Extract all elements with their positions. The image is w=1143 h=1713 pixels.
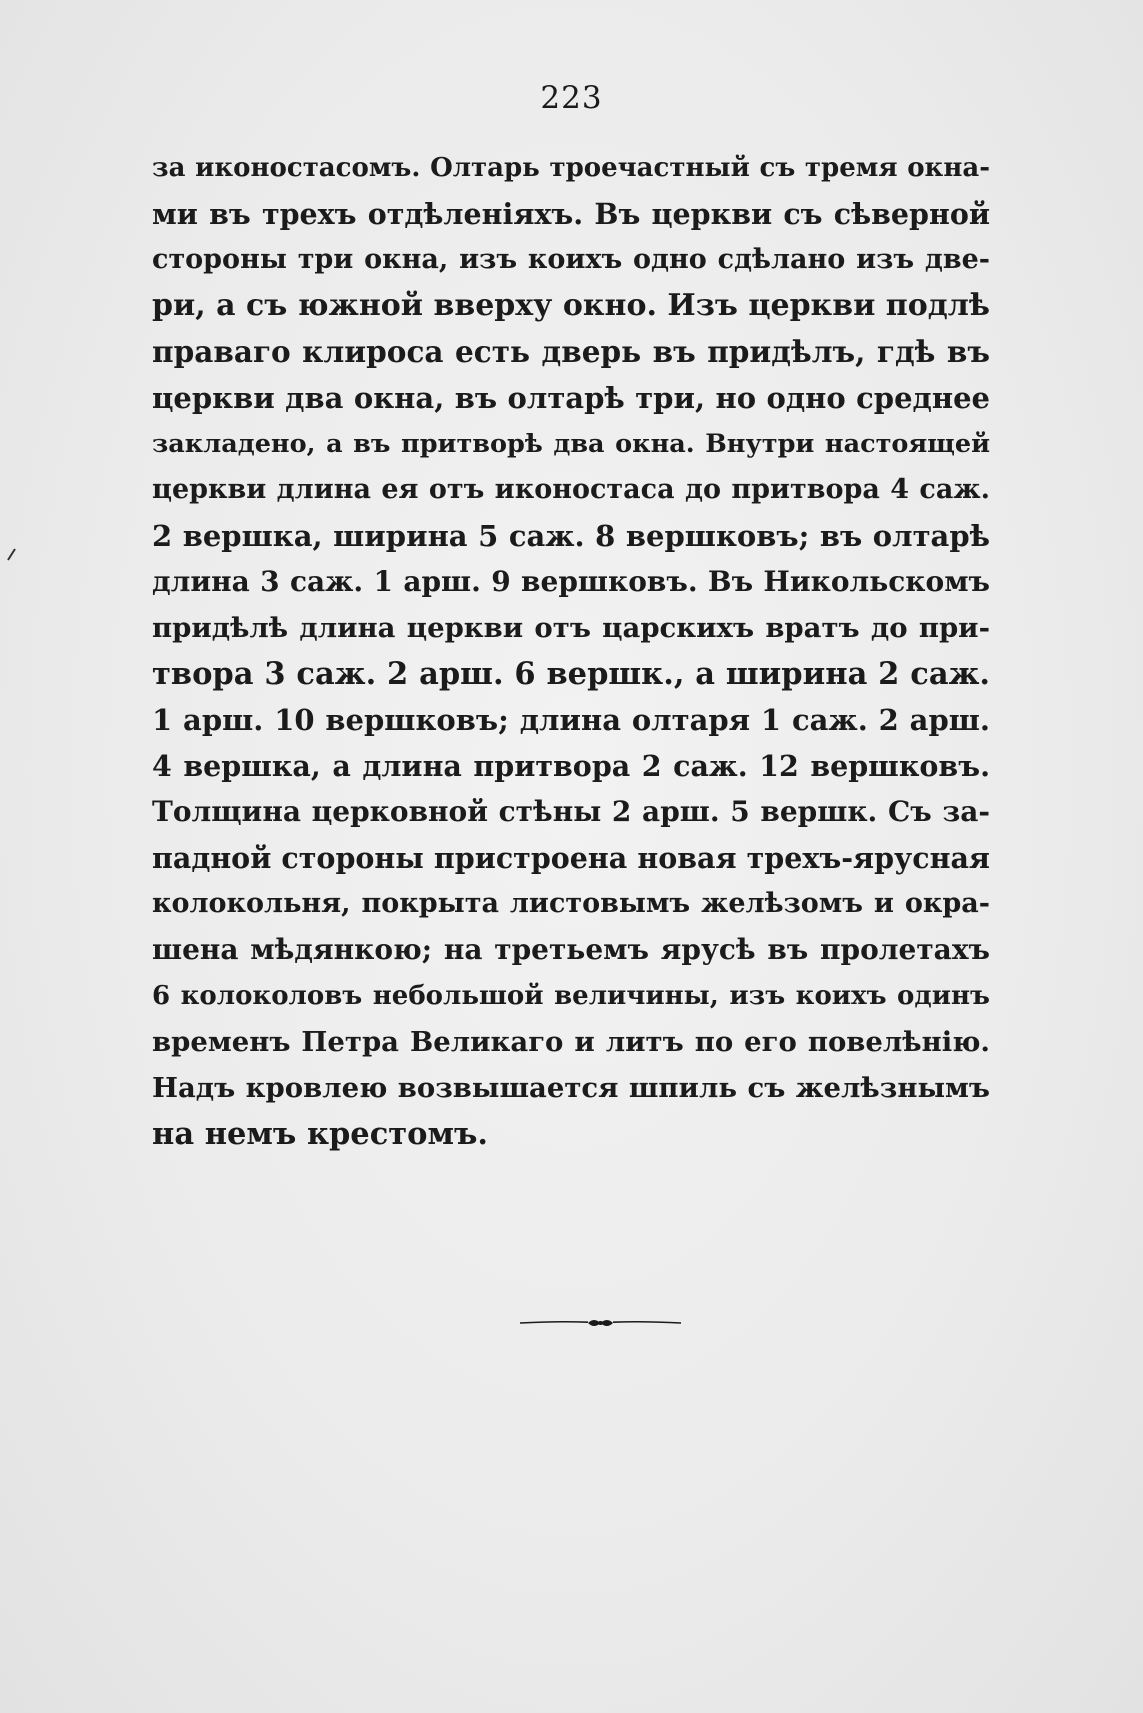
text-line: длина 3 саж. 1 арш. 9 вершковъ. Въ Никольскомъ <box>152 565 990 598</box>
text-line: Толщина церковной стѣны 2 арш. 5 вершк. Съ за- <box>152 795 990 828</box>
body-text <box>152 145 990 1157</box>
text-line: колокольня, покрыта листовымъ желѣзомъ и окра- <box>152 888 990 919</box>
text-line: за иконостасомъ. Олтарь троечастный съ тремя окна- <box>152 153 990 183</box>
text-line: падной стороны пристроена новая трехъ-ярусная <box>152 841 990 875</box>
text-line: 1 арш. 10 вершковъ; длина олтаря 1 саж. 2 арш. <box>152 703 990 737</box>
text-line: временъ Петра Великаго и литъ по его повелѣнію. <box>152 1026 990 1058</box>
text-line: 4 вершка, а длина притвора 2 саж. 12 вершковъ. <box>152 749 990 783</box>
text-line: закладено, а въ притворѣ два окна. Внутри настоящей <box>152 429 990 459</box>
text-line: церкви длина ея отъ иконостаса до притвора 4 саж. <box>152 474 990 505</box>
text-line: ри, а съ южной вверху окно. Изъ церкви подлѣ <box>152 288 990 323</box>
text-line: 6 колоколовъ небольшой величины, изъ коихъ одинъ <box>152 981 990 1011</box>
text-line: церкви два окна, въ олтарѣ три, но одно среднее <box>152 381 990 415</box>
text-line: 2 вершка, ширина 5 саж. 8 вершковъ; въ олтарѣ <box>152 519 990 553</box>
text-line: праваго клироса есть дверь въ придѣлъ, гдѣ въ <box>152 334 990 369</box>
text-line: Надъ кровлею возвышается шпиль съ желѣзнымъ <box>152 1072 990 1104</box>
text-line: придѣлѣ длина церкви отъ царскихъ вратъ до при- <box>152 612 990 644</box>
tailpiece-ornament-icon <box>518 1316 683 1330</box>
text-line-last: на немъ крестомъ. <box>152 1116 489 1152</box>
margin-mark-icon <box>6 548 16 562</box>
text-line: шена мѣдянкою; на третьемъ ярусѣ въ пролетахъ <box>152 933 990 966</box>
page-number: 223 <box>540 80 603 116</box>
text-line: твора 3 саж. 2 арш. 6 вершк., а ширина 2 саж. <box>152 656 990 692</box>
text-line: ми въ трехъ отдѣленіяхъ. Въ церкви съ сѣверной <box>152 197 990 231</box>
text-line: стороны три окна, изъ коихъ одно сдѣлано изъ две- <box>152 244 990 275</box>
